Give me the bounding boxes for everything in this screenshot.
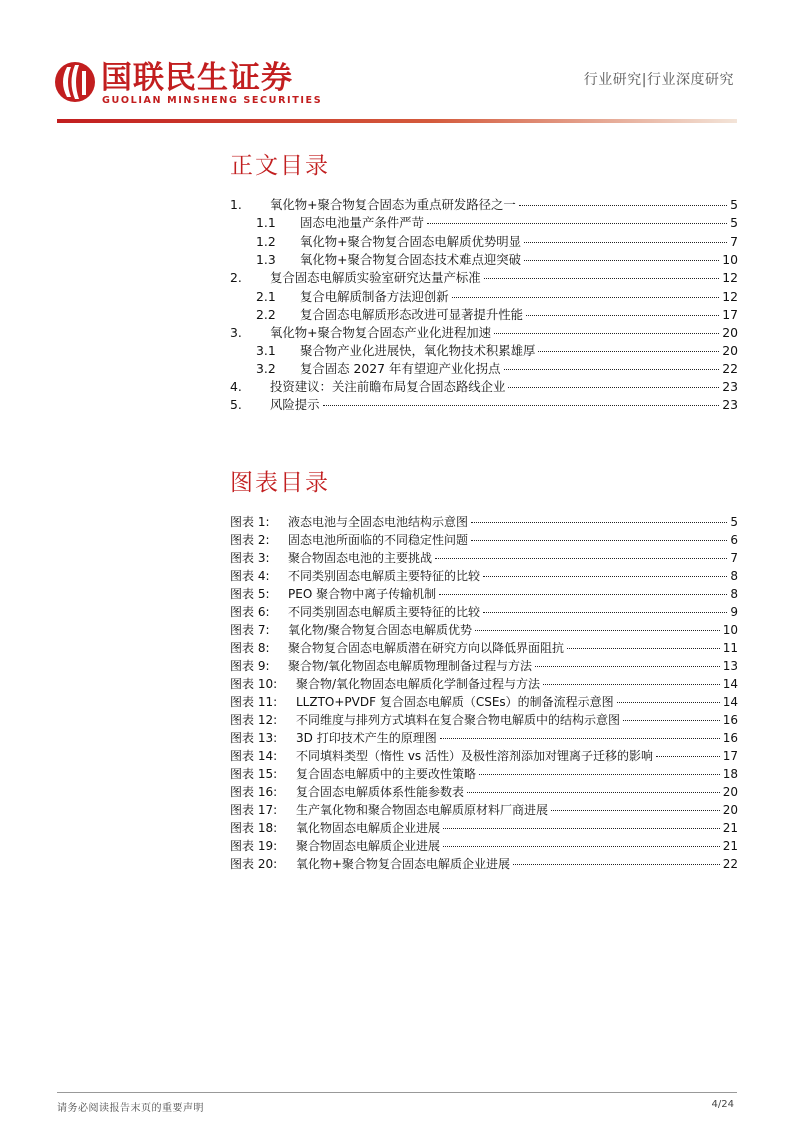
- dot-leader: [513, 864, 720, 865]
- dot-leader: [440, 738, 720, 739]
- dot-leader: [508, 387, 719, 388]
- figure-entry[interactable]: [230, 514, 738, 531]
- figure-number: 图表 19:: [230, 839, 278, 853]
- figure-number: 图表 17:: [230, 803, 278, 817]
- figure-page: 21: [722, 839, 738, 853]
- figure-number: 图表 18:: [230, 821, 278, 835]
- toc-entry[interactable]: [256, 251, 738, 268]
- figure-page: 18: [722, 767, 738, 781]
- toc-entry[interactable]: [256, 233, 738, 250]
- figure-entry[interactable]: [230, 838, 738, 855]
- dot-leader: [538, 351, 719, 352]
- figure-entry[interactable]: [230, 856, 738, 873]
- toc-page: 12: [722, 270, 738, 285]
- figure-entry[interactable]: [230, 568, 738, 585]
- figure-entry[interactable]: [230, 748, 738, 765]
- figures-title: 图表目录: [230, 470, 330, 496]
- dot-leader: [535, 666, 720, 667]
- figure-title: 聚合物复合固态电解质潜在研究方向以降低界面阻抗: [288, 641, 565, 655]
- toc-title: 投资建议：关注前瞻布局复合固态路线企业: [270, 379, 506, 394]
- figure-page: 13: [722, 659, 738, 673]
- figure-number: 图表 7:: [230, 623, 270, 637]
- dot-leader: [623, 720, 720, 721]
- dot-leader: [543, 684, 720, 685]
- figure-entry[interactable]: [230, 658, 738, 675]
- dot-leader: [435, 558, 727, 559]
- dot-leader: [323, 405, 720, 406]
- toc-page: 23: [722, 397, 738, 412]
- toc-page: 23: [722, 379, 738, 394]
- figure-number: 图表 9:: [230, 659, 270, 673]
- figure-number: 图表 16:: [230, 785, 278, 799]
- figure-entry[interactable]: [230, 604, 738, 621]
- toc-page: 7: [730, 234, 738, 249]
- figure-title: LLZTO+PVDF 复合固态电解质（CSEs）的制备流程示意图: [296, 695, 614, 709]
- figure-entry[interactable]: [230, 730, 738, 747]
- figure-title: 聚合物/氧化物固态电解质物理制备过程与方法: [288, 659, 533, 673]
- toc-entry[interactable]: [256, 288, 738, 305]
- figure-title: 液态电池与全固态电池结构示意图: [288, 515, 469, 529]
- toc-number: 3.: [230, 325, 242, 340]
- toc-title: 复合固态电解质实验室研究达量产标准: [270, 270, 481, 285]
- toc-page: 5: [730, 197, 738, 212]
- dot-leader: [567, 648, 720, 649]
- figure-page: 5: [730, 515, 738, 529]
- page-number: 4/24: [711, 1099, 734, 1110]
- figure-number: 图表 15:: [230, 767, 278, 781]
- toc-number: 1.3: [256, 252, 276, 267]
- dot-leader: [452, 297, 720, 298]
- figure-page: 6: [730, 533, 738, 547]
- figure-page: 21: [722, 821, 738, 835]
- figure-number: 图表 11:: [230, 695, 278, 709]
- toc-page: 22: [722, 361, 738, 376]
- figure-number: 图表 1:: [230, 515, 270, 529]
- footer-disclaimer: 请务必阅读报告末页的重要声明: [57, 1103, 204, 1114]
- toc-page: 20: [722, 343, 738, 358]
- dot-leader: [617, 702, 720, 703]
- figure-entry[interactable]: [230, 802, 738, 819]
- figure-entry[interactable]: [230, 676, 738, 693]
- report-type: 行业研究|行业深度研究: [583, 72, 734, 88]
- figure-number: 图表 3:: [230, 551, 270, 565]
- figure-title: 3D 打印技术产生的原理图: [296, 731, 437, 745]
- dot-leader: [483, 576, 727, 577]
- toc-title: 复合电解质制备方法迎创新: [300, 289, 449, 304]
- dot-leader: [479, 774, 720, 775]
- figure-entry[interactable]: [230, 694, 738, 711]
- company-logo: [53, 57, 323, 113]
- toc-number: 3.1: [256, 343, 276, 358]
- figure-page: 20: [722, 785, 738, 799]
- figure-page: 8: [730, 569, 738, 583]
- figure-page: 14: [722, 677, 738, 691]
- figure-page: 14: [722, 695, 738, 709]
- figure-number: 图表 6:: [230, 605, 270, 619]
- toc-title: 氧化物+聚合物复合固态技术难点迎突破: [300, 252, 522, 267]
- dot-leader: [427, 223, 727, 224]
- figure-page: 16: [722, 731, 738, 745]
- dot-leader: [551, 810, 720, 811]
- contents-title: 正文目录: [230, 153, 330, 179]
- figure-title: 固态电池所面临的不同稳定性问题: [288, 533, 469, 547]
- toc-title: 风险提示: [270, 397, 320, 412]
- toc-entry[interactable]: [256, 342, 738, 359]
- toc-number: 2.2: [256, 307, 276, 322]
- dot-leader: [484, 278, 720, 279]
- dot-leader: [467, 792, 720, 793]
- figure-title: 不同填料类型（惰性 vs 活性）及极性溶剂添加对锂离子迁移的影响: [296, 749, 653, 763]
- figure-title: PEO 聚合物中离子传输机制: [288, 587, 437, 601]
- toc-title: 氧化物+聚合物复合固态产业化进程加速: [270, 325, 492, 340]
- figure-entry[interactable]: [230, 712, 738, 729]
- dot-leader: [439, 594, 727, 595]
- toc-entry[interactable]: [230, 196, 738, 213]
- figure-title: 聚合物固态电池的主要挑战: [288, 551, 433, 565]
- dot-leader: [524, 260, 719, 261]
- dot-leader: [526, 315, 719, 316]
- toc-entry[interactable]: [256, 306, 738, 323]
- figure-page: 16: [722, 713, 738, 727]
- figure-entry[interactable]: [230, 640, 738, 657]
- toc-page: 5: [730, 215, 738, 230]
- toc-number: 5.: [230, 397, 242, 412]
- header-divider: [57, 119, 737, 123]
- toc-title: 复合固态 2027 年有望迎产业化拐点: [300, 361, 501, 376]
- figure-title: 不同类别固态电解质主要特征的比较: [288, 569, 481, 583]
- figure-page: 22: [722, 857, 738, 871]
- figure-title: 复合固态电解质中的主要改性策略: [296, 767, 477, 781]
- toc-entry[interactable]: [230, 324, 738, 341]
- toc-title: 固态电池量产条件严苛: [300, 215, 424, 230]
- figure-page: 9: [730, 605, 738, 619]
- figure-entry[interactable]: [230, 820, 738, 837]
- figure-title: 复合固态电解质体系性能参数表: [296, 785, 465, 799]
- figure-entry[interactable]: [230, 784, 738, 801]
- figure-number: 图表 4:: [230, 569, 270, 583]
- figure-title: 氧化物+聚合物复合固态电解质企业进展: [296, 857, 511, 871]
- dot-leader: [494, 333, 719, 334]
- toc-title: 氧化物+聚合物复合固态电解质优势明显: [300, 234, 522, 249]
- figure-title: 氧化物/聚合物复合固态电解质优势: [288, 623, 473, 637]
- figure-number: 图表 2:: [230, 533, 270, 547]
- figure-entry[interactable]: [230, 622, 738, 639]
- dot-leader: [524, 242, 727, 243]
- dot-leader: [443, 846, 720, 847]
- toc-entry[interactable]: [230, 396, 738, 413]
- toc-page: 12: [722, 289, 738, 304]
- toc-entry[interactable]: [256, 360, 738, 377]
- toc-number: 4.: [230, 379, 242, 394]
- toc-number: 1.2: [256, 234, 276, 249]
- toc-number: 2.1: [256, 289, 276, 304]
- dot-leader: [519, 205, 727, 206]
- figure-number: 图表 5:: [230, 587, 270, 601]
- dot-leader: [471, 522, 727, 523]
- figure-title: 聚合物固态电解质企业进展: [296, 839, 441, 853]
- figure-entry[interactable]: [230, 586, 738, 603]
- toc-number: 3.2: [256, 361, 276, 376]
- toc-title: 聚合物产业化进展快，氧化物技术积累雄厚: [300, 343, 536, 358]
- page-header: [0, 0, 794, 130]
- figure-number: 图表 20:: [230, 857, 278, 871]
- figure-page: 8: [730, 587, 738, 601]
- figure-title: 聚合物/氧化物固态电解质化学制备过程与方法: [296, 677, 541, 691]
- figure-number: 图表 10:: [230, 677, 278, 691]
- figure-number: 图表 8:: [230, 641, 270, 655]
- company-name-en: GUOLIAN MINSHENG SECURITIES: [102, 95, 323, 106]
- toc-title: 氧化物+聚合物复合固态为重点研发路径之一: [270, 197, 516, 212]
- dot-leader: [504, 369, 720, 370]
- dot-leader: [656, 756, 720, 757]
- footer-divider: [57, 1092, 737, 1093]
- figure-entry[interactable]: [230, 550, 738, 567]
- toc-page: 20: [722, 325, 738, 340]
- figure-number: 图表 14:: [230, 749, 278, 763]
- figure-title: 生产氧化物和聚合物固态电解质原材料厂商进展: [296, 803, 549, 817]
- figure-number: 图表 13:: [230, 731, 278, 745]
- figure-entry[interactable]: [230, 532, 738, 549]
- toc-entry[interactable]: [230, 378, 738, 395]
- dot-leader: [471, 540, 727, 541]
- figure-number: 图表 12:: [230, 713, 278, 727]
- dot-leader: [483, 612, 727, 613]
- toc-page: 10: [722, 252, 738, 267]
- figure-page: 20: [722, 803, 738, 817]
- figure-page: 17: [722, 749, 738, 763]
- figure-title: 不同类别固态电解质主要特征的比较: [288, 605, 481, 619]
- company-name-cn: 国联民生证券: [101, 60, 293, 96]
- figure-page: 7: [730, 551, 738, 565]
- logo-emblem-icon: [53, 57, 97, 107]
- dot-leader: [475, 630, 720, 631]
- figure-title: 氧化物固态电解质企业进展: [296, 821, 441, 835]
- figure-title: 不同维度与排列方式填料在复合聚合物电解质中的结构示意图: [296, 713, 621, 727]
- toc-entry[interactable]: [230, 269, 738, 286]
- toc-page: 17: [722, 307, 738, 322]
- toc-number: 1.1: [256, 215, 276, 230]
- figure-page: 11: [722, 641, 738, 655]
- toc-number: 1.: [230, 197, 242, 212]
- dot-leader: [443, 828, 720, 829]
- figure-page: 10: [722, 623, 738, 637]
- figure-entry[interactable]: [230, 766, 738, 783]
- toc-number: 2.: [230, 270, 242, 285]
- toc-entry[interactable]: [256, 214, 738, 231]
- toc-title: 复合固态电解质形态改进可显著提升性能: [300, 307, 524, 322]
